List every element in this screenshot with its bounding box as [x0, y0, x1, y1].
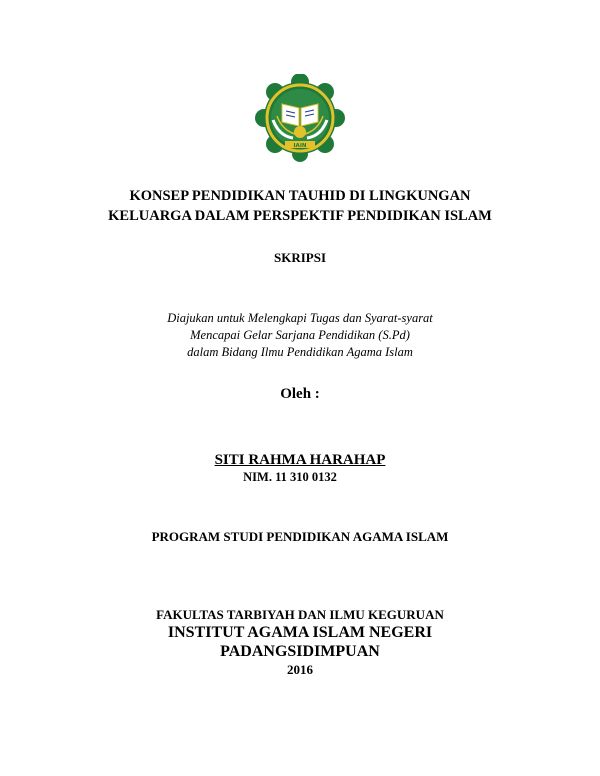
author-name: SITI RAHMA HARAHAP: [214, 452, 386, 468]
purpose-line-3: dalam Bidang Ilmu Pendidikan Agama Islam: [187, 345, 413, 359]
document-type: SKRIPSI: [273, 250, 327, 265]
author-nim: NIM. 11 310 0132: [243, 470, 337, 484]
logo-banner-text: IAIN: [293, 143, 307, 149]
faculty-name: FAKULTAS TARBIYAH DAN ILMU KEGURUAN: [156, 607, 444, 622]
purpose-line-2: Mencapai Gelar Sarjana Pendidikan (S.Pd): [190, 328, 410, 342]
university-emblem-icon: [249, 74, 351, 162]
purpose-line-1: Diajukan untuk Melengkapi Tugas dan Syarat-syarat: [167, 311, 433, 325]
institution-city: PADANGSIDIMPUAN: [220, 643, 380, 660]
by-label: Oleh :: [280, 386, 320, 402]
submission-year: 2016: [287, 662, 313, 677]
study-program: PROGRAM STUDI PENDIDIKAN AGAMA ISLAM: [151, 529, 449, 544]
institution-name: INSTITUT AGAMA ISLAM NEGERI: [167, 624, 433, 641]
thesis-title-line-2: KELUARGA DALAM PERSPEKTIF PENDIDIKAN ISLAM: [108, 208, 492, 224]
thesis-title-line-1: KONSEP PENDIDIKAN TAUHID DI LINGKUNGAN: [129, 188, 471, 204]
